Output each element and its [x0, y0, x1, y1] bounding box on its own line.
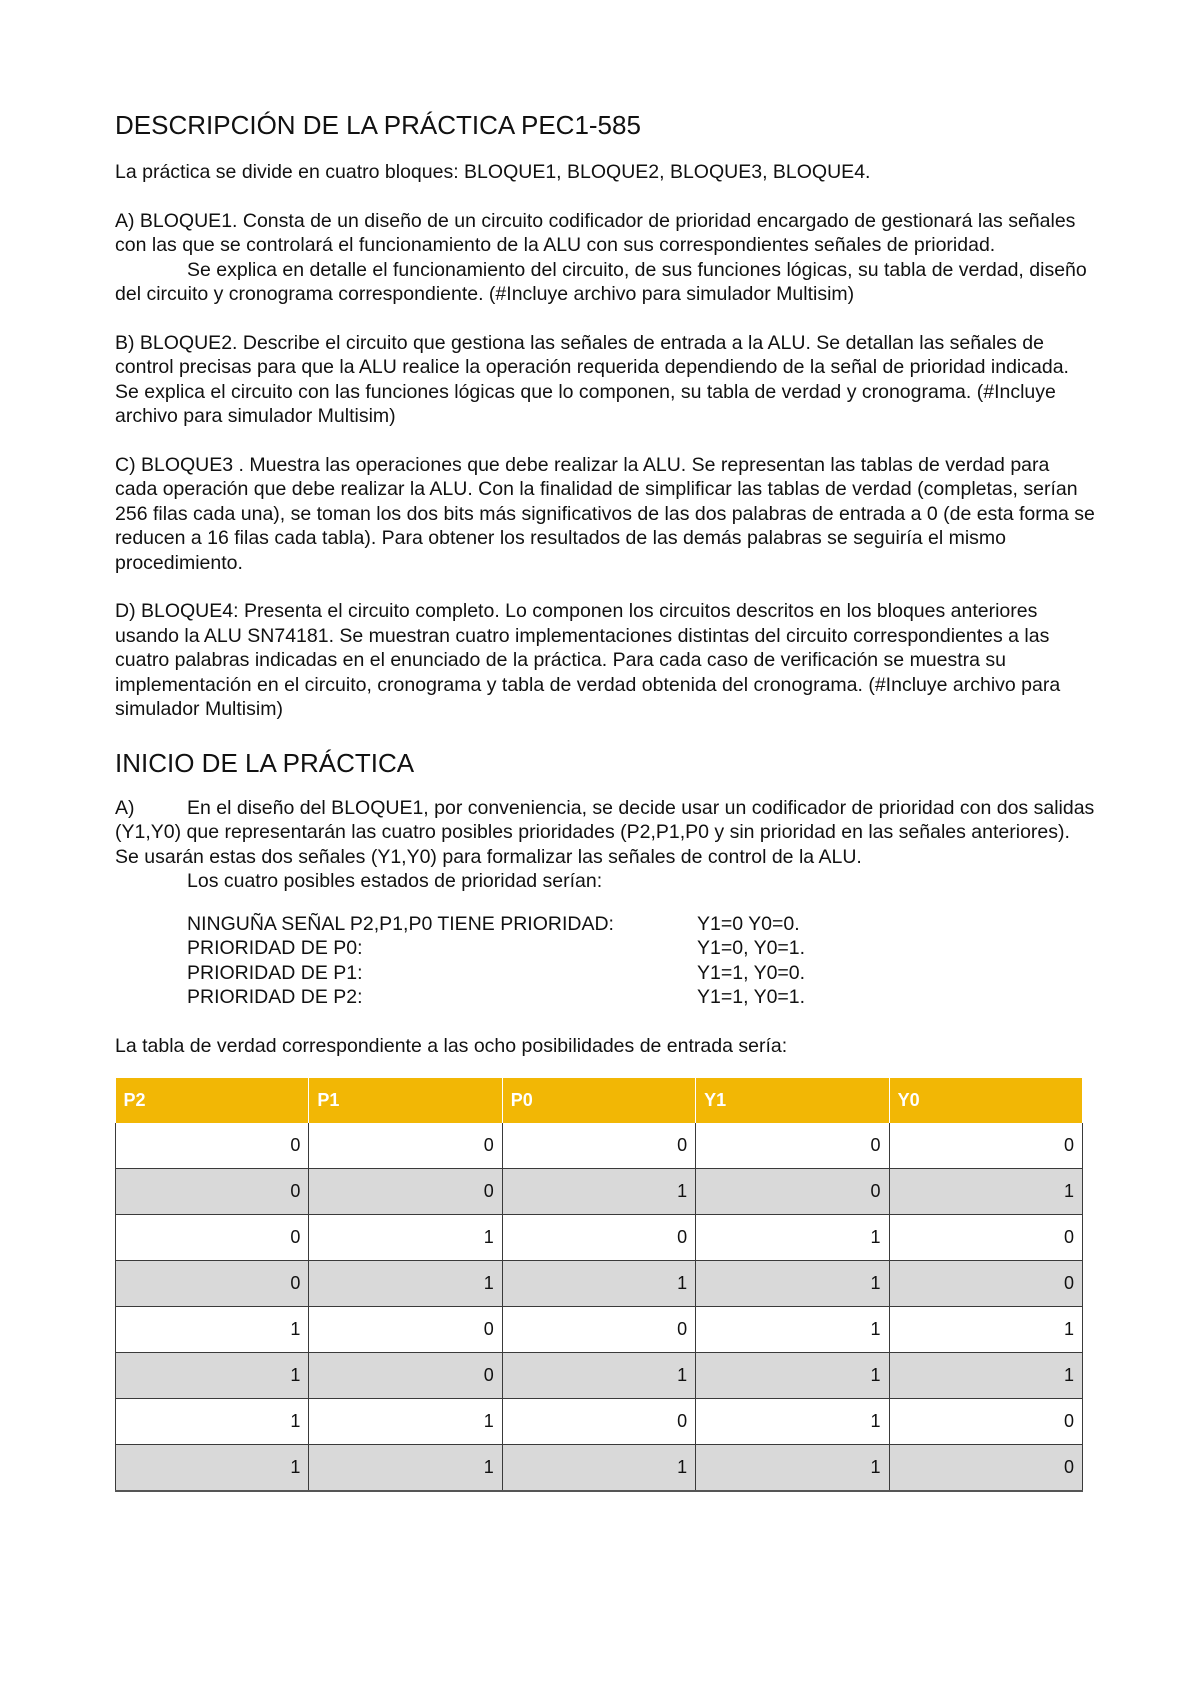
table-cell: 0 [696, 1123, 889, 1169]
truth-table-intro: La tabla de verdad correspondiente a las ocho posibilidades de entrada sería: [115, 1034, 788, 1057]
table-cell: 1 [116, 1307, 309, 1353]
priority-state-value: Y1=1, Y0=0. [697, 961, 806, 984]
intro-paragraph: La práctica se divide en cuatro bloques: BLOQUE1, BLOQUE2, BLOQUE3, BLOQUE4. [115, 161, 871, 183]
table-row [116, 1123, 1083, 1169]
block1-section [115, 209, 1095, 307]
table-row [116, 1399, 1083, 1445]
table-row [116, 1261, 1083, 1307]
column-header-y0: Y0 [889, 1078, 1082, 1123]
table-cell: 1 [502, 1169, 695, 1215]
table-cell: 1 [502, 1445, 695, 1492]
table-row [116, 1169, 1083, 1215]
table-cell: 1 [309, 1399, 502, 1445]
table-cell: 0 [309, 1353, 502, 1399]
column-header-p1: P1 [309, 1078, 502, 1123]
table-cell: 1 [309, 1215, 502, 1261]
table-cell: 1 [309, 1445, 502, 1492]
table-cell: 0 [309, 1123, 502, 1169]
table-cell: 1 [309, 1261, 502, 1307]
table-cell: 1 [889, 1307, 1082, 1353]
table-cell: 1 [116, 1445, 309, 1492]
document-title: DESCRIPCIÓN DE LA PRÁCTICA PEC1-585 [115, 110, 641, 140]
table-cell: 1 [696, 1307, 889, 1353]
priority-states-list [187, 912, 1095, 1010]
table-cell: 0 [502, 1123, 695, 1169]
table-cell: 0 [502, 1307, 695, 1353]
block1-detail-paragraph: Se explica en detalle el funcionamiento del circuito, de sus funciones lógicas, su tabla de verdad, diseño del circuito y cronograma correspondiente. (#Incluye archivo para simulador Multisim) [115, 258, 1087, 305]
document-page [115, 110, 1095, 1492]
truth-table [115, 1078, 1083, 1492]
block2-paragraph: B) BLOQUE2. Describe el circuito que gestiona las señales de entrada a la ALU. Se detallan las señales de control precisas para que la ALU realice la operación requerida dependiendo de la señal de prioridad indicada. Se explica el circuito con las funciones lógicas que lo componen, su tabla de verdad y cronograma. (#Incluye archivo para simulador Multisim) [115, 331, 1069, 427]
table-row [116, 1353, 1083, 1399]
block4-paragraph: D) BLOQUE4: Presenta el circuito completo. Lo componen los circuitos descritos en los bloques anteriores usando la ALU SN74181. Se muestran cuatro implementaciones distintas del circuito correspondientes a las cuatro palabras indicadas en el enunciado de la práctica. Para cada caso de verificación se muestra su implementación en el circuito, cronograma y tabla de verdad obtenida del cronograma. (#Incluye archivo para simulador Multisim) [115, 600, 1061, 720]
table-cell: 1 [889, 1353, 1082, 1399]
priority-state [187, 936, 1095, 961]
priority-state [187, 985, 1095, 1010]
table-cell: 0 [309, 1307, 502, 1353]
table-cell: 0 [696, 1169, 889, 1215]
section-a [115, 796, 1095, 1059]
priority-state-label: NINGUÑA SEÑAL P2,P1,P0 TIENE PRIORIDAD: [187, 912, 614, 935]
table-cell: 0 [889, 1445, 1082, 1492]
table-cell: 1 [116, 1353, 309, 1399]
block1-paragraph: A) BLOQUE1. Consta de un diseño de un circuito codificador de prioridad encargado de gestionará las señales con las que se controlará el funcionamiento de la ALU con sus correspondientes señales de prioridad. [115, 209, 1076, 256]
table-cell: 0 [502, 1399, 695, 1445]
table-cell: 0 [889, 1261, 1082, 1307]
priority-state-value: Y1=1, Y0=1. [697, 986, 806, 1008]
priority-state-value: Y1=0 Y0=0. [697, 912, 800, 935]
priority-state-label: PRIORIDAD DE P0: [187, 937, 363, 959]
truth-table-header-row [116, 1078, 1083, 1123]
table-cell: 1 [696, 1215, 889, 1261]
priority-state [187, 961, 1095, 986]
priority-state-label: PRIORIDAD DE P2: [187, 986, 363, 1008]
table-cell: 1 [696, 1261, 889, 1307]
table-cell: 0 [889, 1123, 1082, 1169]
table-row [116, 1445, 1083, 1492]
priority-state-value: Y1=0, Y0=1. [697, 937, 806, 959]
table-row [116, 1215, 1083, 1261]
table-cell: 1 [696, 1399, 889, 1445]
table-cell: 0 [889, 1399, 1082, 1445]
table-cell: 0 [116, 1215, 309, 1261]
table-cell: 1 [502, 1353, 695, 1399]
table-cell: 0 [116, 1169, 309, 1215]
table-cell: 0 [889, 1215, 1082, 1261]
block3-paragraph: C) BLOQUE3 . Muestra las operaciones que debe realizar la ALU. Se representan las tablas de verdad para cada operación que debe realizar la ALU. Con la finalidad de simplificar las tablas de verdad (completas, serían 256 filas cada una), se toman los dos bits más significativos de las dos palabras de entrada a 0 (de esta forma se reducen a 16 filas cada tabla). Para obtener los resultados de las demás palabras se seguiría el mismo procedimiento. [115, 453, 1095, 574]
table-cell: 0 [116, 1123, 309, 1169]
table-cell: 0 [502, 1215, 695, 1261]
section-a-paragraph [115, 796, 1095, 870]
priority-state-label: PRIORIDAD DE P1: [187, 961, 363, 984]
table-cell: 1 [502, 1261, 695, 1307]
section-a-text: En el diseño del BLOQUE1, por conveniencia, se decide usar un codificador de prioridad con dos salidas (Y1,Y0) que representarán las cuatro posibles prioridades (P2,P1,P0 y sin prioridad en las señales anteriores). Se usarán estas dos señales (Y1,Y0) para formalizar las señales de control de la ALU. [115, 796, 1095, 868]
table-cell: 0 [309, 1169, 502, 1215]
column-header-p2: P2 [116, 1078, 309, 1123]
table-cell: 1 [696, 1353, 889, 1399]
section-heading: INICIO DE LA PRÁCTICA [115, 747, 415, 778]
table-cell: 1 [889, 1169, 1082, 1215]
table-row [116, 1307, 1083, 1353]
section-a-label: A) [115, 796, 135, 819]
priority-states-intro: Los cuatro posibles estados de prioridad serían: [187, 870, 603, 892]
priority-state [187, 912, 1095, 937]
table-cell: 1 [116, 1399, 309, 1445]
table-cell: 1 [696, 1445, 889, 1492]
table-cell: 0 [116, 1261, 309, 1307]
column-header-y1: Y1 [696, 1078, 889, 1123]
column-header-p0: P0 [502, 1078, 695, 1123]
